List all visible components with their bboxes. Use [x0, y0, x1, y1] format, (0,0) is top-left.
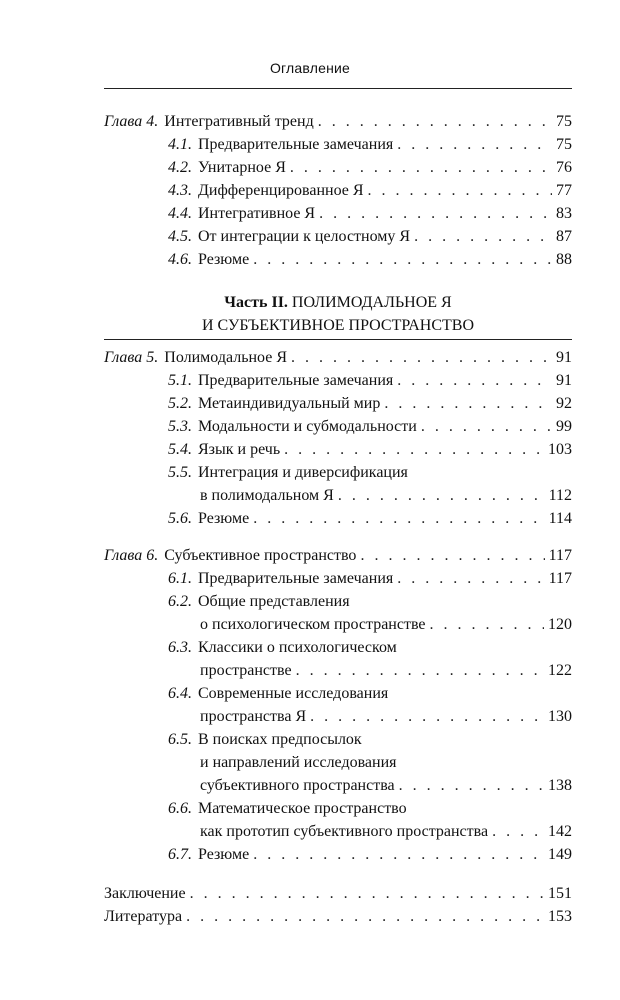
section-number: 5.1. [168, 372, 192, 389]
section-title: Унитарное Я [198, 159, 286, 176]
page-number: 75 [556, 136, 572, 153]
page-header-title: Оглавление [269, 60, 351, 76]
section-number: 4.2. [168, 159, 192, 176]
toc-item-6-5-cont1[interactable] [104, 751, 572, 774]
leader-dots [384, 392, 552, 415]
toc-item-6-5-cont2[interactable] [104, 774, 572, 797]
leader-dots [492, 820, 544, 843]
section-number: 4.1. [168, 136, 192, 153]
page-number: 91 [556, 349, 572, 366]
page-number: 83 [556, 205, 572, 222]
toc-item-4-5[interactable] [104, 225, 572, 248]
leader-dots [368, 179, 552, 202]
page-number: 142 [548, 823, 572, 840]
leader-dots [338, 484, 545, 507]
leader-dots [291, 346, 552, 369]
toc-item-4-3[interactable] [104, 179, 572, 202]
page-number: 120 [548, 616, 572, 633]
section-title-line2: как прототип субъективного пространства [200, 823, 489, 840]
section-number: 4.3. [168, 182, 192, 199]
chapter-title: Полимодальное Я [164, 349, 288, 366]
section-title-line2: пространстве [200, 662, 292, 679]
part-2-heading [104, 291, 572, 314]
page-number: 91 [556, 372, 572, 389]
leader-dots [284, 438, 544, 461]
section-number: 4.4. [168, 205, 192, 222]
section-title: Резюме [198, 846, 250, 863]
leader-dots [397, 369, 552, 392]
part-2-heading-line2 [104, 314, 572, 337]
section-title: Язык и речь [198, 441, 281, 458]
section-title-line3: субъективного пространства [200, 777, 395, 794]
leader-dots [319, 202, 552, 225]
page-number: 76 [556, 159, 572, 176]
section-title-line1: В поисках предпосылок [198, 731, 362, 748]
leader-dots [360, 544, 544, 567]
leader-dots [318, 110, 552, 133]
page-number: 151 [548, 885, 572, 902]
toc-item-6-5[interactable] [104, 728, 572, 751]
toc-item-4-2[interactable] [104, 156, 572, 179]
toc-item-5-4[interactable] [104, 438, 572, 461]
chapter-number: Глава 4. [104, 113, 159, 130]
leader-dots [186, 905, 544, 928]
toc-conclusion[interactable] [104, 882, 572, 905]
table-of-contents [104, 110, 572, 928]
toc-literature[interactable] [104, 905, 572, 928]
toc-item-5-2[interactable] [104, 392, 572, 415]
page-number: 75 [556, 113, 572, 130]
section-title-line1: Общие представления [198, 593, 350, 610]
toc-item-4-4[interactable] [104, 202, 572, 225]
toc-item-6-3-cont[interactable] [104, 659, 572, 682]
section-title: Предварительные замечания [198, 372, 394, 389]
section-number: 5.6. [168, 510, 192, 527]
toc-item-5-1[interactable] [104, 369, 572, 392]
toc-item-6-2[interactable] [104, 590, 572, 613]
leader-dots [430, 613, 544, 636]
section-number: 5.3. [168, 418, 192, 435]
toc-item-6-1[interactable] [104, 567, 572, 590]
header-rule [104, 88, 572, 89]
section-number: 6.5. [168, 731, 192, 748]
page-number: 138 [548, 777, 572, 794]
page-number: 117 [548, 547, 572, 564]
section-title-line2: пространства Я [200, 708, 307, 725]
leader-dots [253, 248, 552, 271]
section-number: 6.2. [168, 593, 192, 610]
section-title: Резюме [198, 251, 250, 268]
page-number: 88 [556, 251, 572, 268]
leader-dots [296, 659, 544, 682]
leader-dots [399, 774, 544, 797]
toc-item-4-6[interactable] [104, 248, 572, 271]
page-number: 87 [556, 228, 572, 245]
part-title-line1: ПОЛИМОДАЛЬНОЕ Я [291, 294, 452, 311]
toc-item-5-3[interactable] [104, 415, 572, 438]
toc-item-5-5-cont[interactable] [104, 484, 572, 507]
section-title: Дифференцированное Я [198, 182, 364, 199]
toc-item-6-4[interactable] [104, 682, 572, 705]
toc-item-6-6[interactable] [104, 797, 572, 820]
conclusion-title: Заключение [104, 885, 186, 902]
page-number: 103 [548, 441, 572, 458]
page-number: 77 [556, 182, 572, 199]
toc-item-6-4-cont[interactable] [104, 705, 572, 728]
chapter-number: Глава 5. [104, 349, 159, 366]
section-number: 4.6. [168, 251, 192, 268]
section-number: 6.3. [168, 639, 192, 656]
section-number: 5.5. [168, 464, 192, 481]
section-number: 5.4. [168, 441, 192, 458]
part-title-line2: И СУБЪЕКТИВНОЕ ПРОСТРАНСТВО [201, 317, 475, 334]
section-number: 6.7. [168, 846, 192, 863]
page-number: 149 [548, 846, 572, 863]
leader-dots [421, 415, 552, 438]
section-title: Модальности и субмодальности [198, 418, 417, 435]
section-title-line1: Интеграция и диверсификация [198, 464, 408, 481]
toc-item-6-6-cont[interactable] [104, 820, 572, 843]
section-title-line1: Современные исследования [198, 685, 389, 702]
section-number: 6.6. [168, 800, 192, 817]
section-number: 4.5. [168, 228, 192, 245]
section-number: 6.1. [168, 570, 192, 587]
section-title-line2: о психологическом пространстве [200, 616, 426, 633]
leader-dots [310, 705, 544, 728]
page-number: 117 [548, 570, 572, 587]
page-number: 99 [556, 418, 572, 435]
literature-title: Литература [104, 908, 183, 925]
section-title: От интеграции к целостному Я [198, 228, 411, 245]
leader-dots [253, 843, 544, 866]
section-title-line2: в полимодальном Я [200, 487, 334, 504]
section-title-line2: и направлений исследования [200, 754, 397, 771]
leader-dots [414, 225, 552, 248]
toc-item-6-7[interactable] [104, 843, 572, 866]
leader-dots [190, 882, 544, 905]
section-title: Предварительные замечания [198, 570, 394, 587]
page-number: 153 [548, 908, 572, 925]
section-title-line1: Математическое пространство [198, 800, 407, 817]
toc-item-5-6[interactable] [104, 507, 572, 530]
toc-item-5-5[interactable] [104, 461, 572, 484]
chapter-title: Субъективное пространство [164, 547, 357, 564]
chapter-title: Интегративный тренд [164, 113, 314, 130]
toc-chapter-4[interactable] [104, 110, 572, 133]
toc-item-4-1[interactable] [104, 133, 572, 156]
section-number: 6.4. [168, 685, 192, 702]
section-title-line1: Классики о психологическом [198, 639, 397, 656]
toc-chapter-6[interactable] [104, 544, 572, 567]
section-title: Предварительные замечания [198, 136, 394, 153]
leader-dots [253, 507, 544, 530]
chapter-number: Глава 6. [104, 547, 159, 564]
leader-dots [397, 567, 544, 590]
page-number: 130 [548, 708, 572, 725]
section-title: Интегративное Я [198, 205, 316, 222]
leader-dots [397, 133, 552, 156]
section-title: Резюме [198, 510, 250, 527]
page-number: 114 [548, 510, 572, 527]
section-number: 5.2. [168, 395, 192, 412]
leader-dots [290, 156, 552, 179]
part-rule [104, 339, 572, 340]
part-label: Часть II. [224, 294, 288, 311]
page-number: 122 [548, 662, 572, 679]
page-number: 92 [556, 395, 572, 412]
toc-chapter-5[interactable] [104, 346, 572, 369]
page-number: 112 [548, 487, 572, 504]
toc-item-6-2-cont[interactable] [104, 613, 572, 636]
toc-item-6-3[interactable] [104, 636, 572, 659]
section-title: Метаиндивидуальный мир [198, 395, 381, 412]
